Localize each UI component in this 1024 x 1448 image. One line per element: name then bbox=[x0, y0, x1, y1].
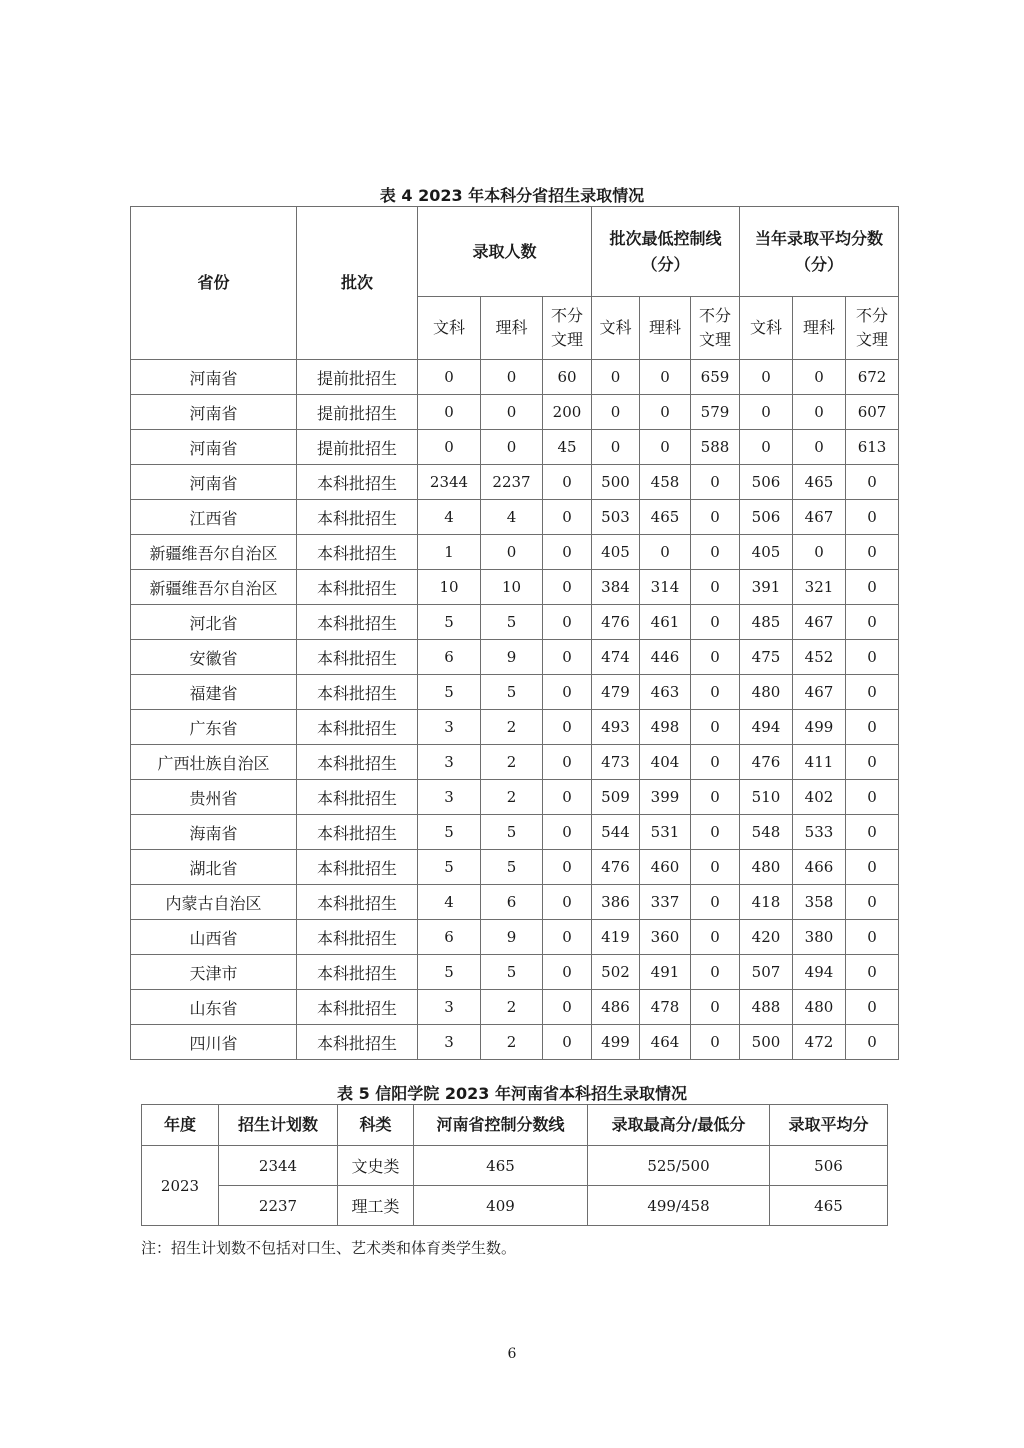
cell-value: 411 bbox=[793, 745, 846, 780]
cell-value: 506 bbox=[740, 465, 793, 500]
cell-value: 0 bbox=[418, 430, 481, 465]
cell-value: 507 bbox=[740, 955, 793, 990]
cell-value: 6 bbox=[481, 885, 543, 920]
cell-batch: 本科批招生 bbox=[297, 605, 418, 640]
cell-batch: 本科批招生 bbox=[297, 885, 418, 920]
cell-value: 0 bbox=[418, 395, 481, 430]
cell-value: 0 bbox=[793, 430, 846, 465]
subheader-arts: 文科 bbox=[592, 297, 640, 360]
cell-value: 0 bbox=[740, 430, 793, 465]
table-row bbox=[131, 465, 899, 500]
cell-value: 0 bbox=[846, 990, 899, 1025]
cell-value: 60 bbox=[543, 360, 592, 395]
cell-value: 544 bbox=[592, 815, 640, 850]
table-row bbox=[131, 850, 899, 885]
table5-henan-admissions bbox=[141, 1104, 888, 1226]
cell-value: 0 bbox=[592, 395, 640, 430]
cell-province: 内蒙古自治区 bbox=[131, 885, 297, 920]
table-row bbox=[131, 605, 899, 640]
cell-value: 0 bbox=[543, 920, 592, 955]
cell-year: 2023 bbox=[142, 1146, 219, 1226]
cell-value: 419 bbox=[592, 920, 640, 955]
cell-value: 500 bbox=[592, 465, 640, 500]
cell-province: 四川省 bbox=[131, 1025, 297, 1060]
subheader-combined: 不分文理 bbox=[846, 297, 899, 360]
cell-value: 3 bbox=[418, 990, 481, 1025]
cell-value: 672 bbox=[846, 360, 899, 395]
cell-batch: 本科批招生 bbox=[297, 710, 418, 745]
cell-value: 0 bbox=[543, 570, 592, 605]
cell-value: 5 bbox=[481, 955, 543, 990]
cell-value: 0 bbox=[691, 780, 740, 815]
table-row bbox=[131, 885, 899, 920]
cell-value: 391 bbox=[740, 570, 793, 605]
cell-value: 531 bbox=[640, 815, 691, 850]
cell-value: 384 bbox=[592, 570, 640, 605]
cell-value: 0 bbox=[793, 535, 846, 570]
table-row bbox=[131, 570, 899, 605]
cell-value: 463 bbox=[640, 675, 691, 710]
cell-value: 402 bbox=[793, 780, 846, 815]
cell-value: 0 bbox=[691, 955, 740, 990]
table5-header-cell: 录取最高分/最低分 bbox=[588, 1105, 770, 1146]
cell-value: 0 bbox=[846, 920, 899, 955]
table4-caption: 表 4 2023 年本科分省招生录取情况 bbox=[379, 186, 645, 205]
cell-value: 0 bbox=[543, 640, 592, 675]
subheader-combined: 不分文理 bbox=[691, 297, 740, 360]
cell-value: 506 bbox=[740, 500, 793, 535]
cell-value: 472 bbox=[793, 1025, 846, 1060]
cell-value: 3 bbox=[418, 780, 481, 815]
cell-value: 337 bbox=[640, 885, 691, 920]
cell-value: 502 bbox=[592, 955, 640, 990]
cell-value: 5 bbox=[418, 815, 481, 850]
cell-plan: 2344 bbox=[219, 1146, 338, 1186]
cell-value: 548 bbox=[740, 815, 793, 850]
cell-value: 418 bbox=[740, 885, 793, 920]
table-row bbox=[131, 710, 899, 745]
table5-header-cell: 年度 bbox=[142, 1105, 219, 1146]
page-number: 6 bbox=[507, 1346, 517, 1362]
cell-value: 0 bbox=[846, 605, 899, 640]
cell-value: 491 bbox=[640, 955, 691, 990]
table5-caption: 表 5 信阳学院 2023 年河南省本科招生录取情况 bbox=[337, 1084, 687, 1103]
cell-value: 0 bbox=[846, 465, 899, 500]
cell-province: 海南省 bbox=[131, 815, 297, 850]
cell-batch: 本科批招生 bbox=[297, 920, 418, 955]
cell-value: 0 bbox=[691, 465, 740, 500]
table-row bbox=[131, 1025, 899, 1060]
cell-province: 河南省 bbox=[131, 395, 297, 430]
table-row bbox=[131, 675, 899, 710]
cell-value: 4 bbox=[418, 885, 481, 920]
cell-value: 0 bbox=[691, 920, 740, 955]
table-row bbox=[131, 745, 899, 780]
header-province: 省份 bbox=[131, 207, 297, 360]
cell-value: 0 bbox=[481, 360, 543, 395]
table5-header-cell: 招生计划数 bbox=[219, 1105, 338, 1146]
cell-value: 0 bbox=[740, 395, 793, 430]
header-min-control-line: 批次最低控制线（分） bbox=[592, 207, 740, 297]
cell-value: 2237 bbox=[481, 465, 543, 500]
cell-value: 2 bbox=[481, 780, 543, 815]
cell-value: 2 bbox=[481, 710, 543, 745]
cell-max-min: 499/458 bbox=[588, 1186, 770, 1226]
cell-value: 485 bbox=[740, 605, 793, 640]
cell-value: 0 bbox=[691, 500, 740, 535]
table4-admissions-by-province bbox=[130, 206, 899, 1060]
cell-value: 467 bbox=[793, 605, 846, 640]
cell-value: 2 bbox=[481, 990, 543, 1025]
cell-value: 493 bbox=[592, 710, 640, 745]
cell-value: 9 bbox=[481, 920, 543, 955]
cell-value: 5 bbox=[418, 850, 481, 885]
cell-batch: 本科批招生 bbox=[297, 815, 418, 850]
cell-value: 467 bbox=[793, 675, 846, 710]
cell-province: 湖北省 bbox=[131, 850, 297, 885]
cell-value: 465 bbox=[640, 500, 691, 535]
cell-value: 1 bbox=[418, 535, 481, 570]
cell-value: 6 bbox=[418, 640, 481, 675]
cell-province: 天津市 bbox=[131, 955, 297, 990]
cell-batch: 本科批招生 bbox=[297, 640, 418, 675]
cell-category: 文史类 bbox=[338, 1146, 414, 1186]
cell-province: 江西省 bbox=[131, 500, 297, 535]
cell-value: 476 bbox=[740, 745, 793, 780]
cell-value: 0 bbox=[793, 395, 846, 430]
cell-batch: 本科批招生 bbox=[297, 850, 418, 885]
cell-batch: 本科批招生 bbox=[297, 500, 418, 535]
cell-value: 480 bbox=[740, 850, 793, 885]
cell-category: 理工类 bbox=[338, 1186, 414, 1226]
cell-value: 5 bbox=[418, 955, 481, 990]
cell-value: 0 bbox=[418, 360, 481, 395]
cell-value: 10 bbox=[418, 570, 481, 605]
cell-value: 3 bbox=[418, 1025, 481, 1060]
cell-value: 452 bbox=[793, 640, 846, 675]
cell-value: 533 bbox=[793, 815, 846, 850]
table-row bbox=[131, 920, 899, 955]
cell-value: 467 bbox=[793, 500, 846, 535]
cell-value: 0 bbox=[846, 745, 899, 780]
header-batch: 批次 bbox=[297, 207, 418, 360]
cell-province: 新疆维吾尔自治区 bbox=[131, 570, 297, 605]
table-row bbox=[131, 395, 899, 430]
cell-province: 安徽省 bbox=[131, 640, 297, 675]
cell-value: 0 bbox=[543, 885, 592, 920]
cell-province: 河南省 bbox=[131, 465, 297, 500]
cell-value: 0 bbox=[543, 745, 592, 780]
cell-value: 461 bbox=[640, 605, 691, 640]
cell-value: 0 bbox=[543, 535, 592, 570]
cell-value: 0 bbox=[543, 850, 592, 885]
cell-value: 0 bbox=[846, 885, 899, 920]
cell-value: 321 bbox=[793, 570, 846, 605]
table5-header-cell: 科类 bbox=[338, 1105, 414, 1146]
cell-value: 0 bbox=[691, 815, 740, 850]
cell-batch: 本科批招生 bbox=[297, 990, 418, 1025]
table-row bbox=[131, 360, 899, 395]
cell-value: 380 bbox=[793, 920, 846, 955]
cell-value: 0 bbox=[691, 745, 740, 780]
cell-value: 0 bbox=[846, 815, 899, 850]
cell-value: 0 bbox=[640, 430, 691, 465]
cell-value: 0 bbox=[691, 570, 740, 605]
cell-province: 新疆维吾尔自治区 bbox=[131, 535, 297, 570]
cell-value: 509 bbox=[592, 780, 640, 815]
cell-value: 0 bbox=[543, 605, 592, 640]
cell-value: 0 bbox=[846, 675, 899, 710]
cell-value: 5 bbox=[481, 605, 543, 640]
cell-value: 458 bbox=[640, 465, 691, 500]
subheader-arts: 文科 bbox=[418, 297, 481, 360]
cell-value: 488 bbox=[740, 990, 793, 1025]
cell-value: 200 bbox=[543, 395, 592, 430]
subheader-arts: 文科 bbox=[740, 297, 793, 360]
cell-value: 6 bbox=[418, 920, 481, 955]
cell-value: 0 bbox=[691, 850, 740, 885]
cell-value: 464 bbox=[640, 1025, 691, 1060]
cell-batch: 本科批招生 bbox=[297, 955, 418, 990]
cell-value: 405 bbox=[592, 535, 640, 570]
table-row bbox=[131, 955, 899, 990]
cell-batch: 本科批招生 bbox=[297, 570, 418, 605]
cell-value: 3 bbox=[418, 710, 481, 745]
table-row bbox=[142, 1146, 888, 1186]
table-row bbox=[131, 640, 899, 675]
cell-value: 420 bbox=[740, 920, 793, 955]
cell-avg: 465 bbox=[770, 1186, 888, 1226]
cell-batch: 本科批招生 bbox=[297, 1025, 418, 1060]
cell-value: 0 bbox=[846, 955, 899, 990]
cell-plan: 2237 bbox=[219, 1186, 338, 1226]
cell-value: 607 bbox=[846, 395, 899, 430]
cell-value: 473 bbox=[592, 745, 640, 780]
cell-value: 0 bbox=[481, 535, 543, 570]
cell-value: 5 bbox=[481, 850, 543, 885]
cell-value: 588 bbox=[691, 430, 740, 465]
cell-control-line: 409 bbox=[414, 1186, 588, 1226]
cell-value: 0 bbox=[481, 430, 543, 465]
cell-province: 广东省 bbox=[131, 710, 297, 745]
cell-value: 579 bbox=[691, 395, 740, 430]
cell-max-min: 525/500 bbox=[588, 1146, 770, 1186]
cell-value: 4 bbox=[418, 500, 481, 535]
cell-value: 0 bbox=[543, 815, 592, 850]
cell-value: 446 bbox=[640, 640, 691, 675]
cell-value: 358 bbox=[793, 885, 846, 920]
cell-batch: 提前批招生 bbox=[297, 360, 418, 395]
table-row bbox=[142, 1186, 888, 1226]
cell-value: 0 bbox=[543, 955, 592, 990]
cell-value: 0 bbox=[846, 710, 899, 745]
table-row bbox=[131, 780, 899, 815]
cell-value: 0 bbox=[846, 780, 899, 815]
cell-value: 0 bbox=[846, 640, 899, 675]
cell-value: 466 bbox=[793, 850, 846, 885]
cell-value: 494 bbox=[793, 955, 846, 990]
cell-value: 0 bbox=[691, 640, 740, 675]
cell-value: 476 bbox=[592, 605, 640, 640]
cell-value: 0 bbox=[691, 990, 740, 1025]
header-admitted-count: 录取人数 bbox=[418, 207, 592, 297]
cell-value: 0 bbox=[543, 990, 592, 1025]
subheader-combined: 不分文理 bbox=[543, 297, 592, 360]
cell-value: 480 bbox=[740, 675, 793, 710]
cell-value: 10 bbox=[481, 570, 543, 605]
table-row bbox=[131, 815, 899, 850]
cell-value: 0 bbox=[846, 1025, 899, 1060]
cell-value: 0 bbox=[691, 675, 740, 710]
cell-value: 0 bbox=[846, 570, 899, 605]
table-row bbox=[131, 990, 899, 1025]
cell-value: 659 bbox=[691, 360, 740, 395]
cell-value: 500 bbox=[740, 1025, 793, 1060]
cell-value: 498 bbox=[640, 710, 691, 745]
table5-header-cell: 河南省控制分数线 bbox=[414, 1105, 588, 1146]
cell-value: 2 bbox=[481, 745, 543, 780]
cell-value: 613 bbox=[846, 430, 899, 465]
subheader-science: 理科 bbox=[481, 297, 543, 360]
cell-batch: 本科批招生 bbox=[297, 745, 418, 780]
cell-value: 0 bbox=[481, 395, 543, 430]
subheader-science: 理科 bbox=[793, 297, 846, 360]
cell-value: 476 bbox=[592, 850, 640, 885]
cell-province: 河北省 bbox=[131, 605, 297, 640]
header-avg-score: 当年录取平均分数（分） bbox=[740, 207, 899, 297]
cell-value: 399 bbox=[640, 780, 691, 815]
cell-batch: 本科批招生 bbox=[297, 675, 418, 710]
cell-value: 0 bbox=[691, 535, 740, 570]
cell-avg: 506 bbox=[770, 1146, 888, 1186]
cell-batch: 本科批招生 bbox=[297, 535, 418, 570]
cell-batch: 提前批招生 bbox=[297, 430, 418, 465]
cell-value: 404 bbox=[640, 745, 691, 780]
cell-value: 5 bbox=[481, 675, 543, 710]
cell-province: 广西壮族自治区 bbox=[131, 745, 297, 780]
cell-batch: 本科批招生 bbox=[297, 780, 418, 815]
table-row bbox=[131, 430, 899, 465]
cell-value: 314 bbox=[640, 570, 691, 605]
cell-value: 499 bbox=[592, 1025, 640, 1060]
cell-value: 499 bbox=[793, 710, 846, 745]
table-row bbox=[131, 500, 899, 535]
cell-value: 45 bbox=[543, 430, 592, 465]
cell-value: 0 bbox=[793, 360, 846, 395]
cell-value: 0 bbox=[740, 360, 793, 395]
cell-value: 2344 bbox=[418, 465, 481, 500]
cell-value: 0 bbox=[640, 360, 691, 395]
cell-value: 386 bbox=[592, 885, 640, 920]
cell-value: 0 bbox=[691, 605, 740, 640]
cell-value: 0 bbox=[640, 535, 691, 570]
cell-value: 0 bbox=[846, 535, 899, 570]
subheader-science: 理科 bbox=[640, 297, 691, 360]
cell-value: 460 bbox=[640, 850, 691, 885]
cell-value: 0 bbox=[691, 885, 740, 920]
cell-province: 山西省 bbox=[131, 920, 297, 955]
cell-value: 494 bbox=[740, 710, 793, 745]
cell-batch: 提前批招生 bbox=[297, 395, 418, 430]
cell-value: 0 bbox=[592, 360, 640, 395]
cell-province: 河南省 bbox=[131, 360, 297, 395]
cell-value: 0 bbox=[592, 430, 640, 465]
table-row bbox=[131, 535, 899, 570]
cell-value: 0 bbox=[543, 500, 592, 535]
cell-value: 5 bbox=[481, 815, 543, 850]
cell-value: 9 bbox=[481, 640, 543, 675]
cell-value: 3 bbox=[418, 745, 481, 780]
cell-value: 2 bbox=[481, 1025, 543, 1060]
footnote: 注：招生计划数不包括对口生、艺术类和体育类学生数。 bbox=[141, 1239, 517, 1257]
cell-value: 5 bbox=[418, 605, 481, 640]
cell-value: 0 bbox=[543, 710, 592, 745]
cell-value: 475 bbox=[740, 640, 793, 675]
cell-value: 0 bbox=[543, 1025, 592, 1060]
cell-value: 0 bbox=[691, 1025, 740, 1060]
cell-value: 4 bbox=[481, 500, 543, 535]
cell-value: 0 bbox=[640, 395, 691, 430]
cell-control-line: 465 bbox=[414, 1146, 588, 1186]
cell-value: 0 bbox=[543, 465, 592, 500]
cell-value: 486 bbox=[592, 990, 640, 1025]
cell-value: 474 bbox=[592, 640, 640, 675]
cell-value: 0 bbox=[543, 780, 592, 815]
cell-value: 478 bbox=[640, 990, 691, 1025]
cell-value: 0 bbox=[846, 850, 899, 885]
cell-value: 465 bbox=[793, 465, 846, 500]
cell-province: 福建省 bbox=[131, 675, 297, 710]
table5-header-cell: 录取平均分 bbox=[770, 1105, 888, 1146]
cell-value: 0 bbox=[543, 675, 592, 710]
cell-value: 0 bbox=[691, 710, 740, 745]
cell-province: 河南省 bbox=[131, 430, 297, 465]
cell-value: 405 bbox=[740, 535, 793, 570]
cell-value: 0 bbox=[846, 500, 899, 535]
cell-province: 山东省 bbox=[131, 990, 297, 1025]
cell-batch: 本科批招生 bbox=[297, 465, 418, 500]
cell-value: 480 bbox=[793, 990, 846, 1025]
cell-value: 479 bbox=[592, 675, 640, 710]
cell-province: 贵州省 bbox=[131, 780, 297, 815]
cell-value: 5 bbox=[418, 675, 481, 710]
cell-value: 510 bbox=[740, 780, 793, 815]
cell-value: 503 bbox=[592, 500, 640, 535]
cell-value: 360 bbox=[640, 920, 691, 955]
